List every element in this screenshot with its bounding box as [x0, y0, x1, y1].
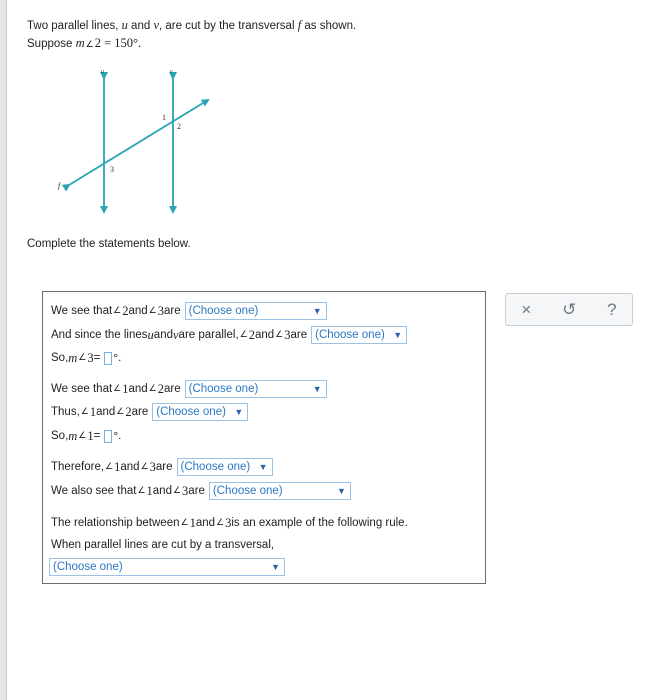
text: We see that: [51, 383, 113, 395]
angle-number: 1: [89, 404, 97, 419]
dropdown-label: (Choose one): [188, 305, 259, 317]
angle-icon: ∠: [116, 407, 125, 417]
text: and: [153, 329, 173, 341]
text: are: [290, 329, 308, 341]
angle-number: 1: [122, 381, 129, 396]
angle-icon: ∠: [78, 353, 87, 363]
angle-number: 3: [149, 459, 156, 474]
statement-1: [51, 301, 327, 321]
dropdown-arrow-icon: ▼: [393, 330, 403, 340]
text: are: [155, 461, 173, 473]
problem-line-1: [27, 17, 356, 35]
problem-line-2: [27, 35, 356, 54]
text: And since the lines: [51, 329, 148, 341]
angle-number: 2: [157, 381, 164, 396]
var-m: m: [68, 428, 78, 443]
statement-5: [51, 402, 248, 422]
angle-icon: ∠: [172, 486, 182, 496]
degree-symbol: °: [113, 351, 119, 365]
dropdown-arrow-icon: ▼: [312, 384, 322, 394]
dropdown-statement-5[interactable]: [152, 403, 248, 421]
text: .: [118, 352, 122, 364]
var-m: m: [68, 350, 78, 365]
dropdown-arrow-icon: ▼: [271, 562, 280, 572]
statement-3: [51, 348, 121, 368]
var-u: u: [121, 18, 128, 32]
statement-4: [51, 379, 327, 399]
angle-icon: ∠: [137, 486, 146, 496]
dropdown-label: (Choose one): [315, 329, 385, 341]
answer-box: [42, 291, 486, 584]
var-v: v: [153, 18, 159, 32]
problem-statement: [27, 17, 356, 54]
dropdown-statement-7[interactable]: [177, 458, 273, 476]
statement-7: [51, 457, 273, 477]
statement-8: [51, 481, 351, 501]
answer-input-angle-3[interactable]: [104, 352, 112, 365]
text: When parallel lines are cut by a transversal,: [51, 539, 275, 551]
text: and: [120, 461, 140, 473]
text: We see that: [51, 305, 113, 317]
text: and: [152, 485, 172, 497]
instruction-text: Complete the statements below.: [27, 238, 191, 250]
degree-symbol: °: [113, 429, 119, 443]
statement-10: [51, 535, 274, 555]
text: and: [128, 305, 148, 317]
angle-icon: ∠: [148, 306, 157, 316]
problem-text: , are cut by the transversal: [159, 20, 298, 32]
angle-number: 3: [225, 515, 232, 530]
text: is an example of the following rule.: [231, 517, 408, 529]
dropdown-arrow-icon: ▼: [258, 462, 268, 472]
parallel-lines-figure: [50, 62, 220, 222]
angle-number: 3: [182, 483, 189, 498]
angle-icon: ∠: [105, 462, 114, 472]
angle-icon: ∠: [85, 40, 94, 50]
text: are: [164, 305, 181, 317]
answer-tools: [505, 293, 633, 326]
angle-icon: ∠: [239, 330, 248, 340]
dropdown-arrow-icon: ▼: [337, 486, 346, 496]
dropdown-label: (Choose one): [53, 561, 123, 573]
angle-number: 1: [114, 459, 121, 474]
dropdown-statement-8[interactable]: [209, 482, 351, 500]
label-v: v: [170, 69, 173, 75]
angle-icon: ∠: [180, 518, 189, 528]
text: are: [131, 406, 149, 418]
text: So,: [51, 352, 69, 364]
angle-icon: ∠: [113, 306, 122, 316]
text: The relationship between: [51, 517, 180, 529]
angle-number: 2: [125, 404, 132, 419]
clear-icon[interactable]: ×: [521, 300, 532, 319]
var-f: f: [297, 18, 302, 32]
dropdown-label: (Choose one): [156, 406, 226, 418]
angle-number: 2: [122, 303, 129, 318]
angle-icon: ∠: [275, 330, 284, 340]
angle-number: 3: [87, 350, 94, 365]
text: We also see that: [51, 485, 137, 497]
problem-text: Suppose: [27, 38, 76, 50]
var-m: m: [75, 36, 85, 50]
text: are parallel,: [178, 329, 239, 341]
dropdown-label: (Choose one): [180, 461, 251, 473]
angle-number: 3: [284, 327, 291, 342]
dropdown-arrow-icon: ▼: [312, 306, 322, 316]
var-v: v: [172, 327, 179, 342]
label-u: u: [101, 69, 104, 75]
angle-number: 1: [189, 515, 196, 530]
angle-icon: ∠: [113, 384, 122, 394]
angle-icon: ∠: [78, 431, 87, 441]
text: are: [188, 485, 205, 497]
problem-text: and: [127, 20, 154, 32]
given-angle: 2 = 150°.: [94, 36, 142, 50]
dropdown-label: (Choose one): [212, 485, 283, 497]
text: and: [254, 329, 275, 341]
statement-2: [51, 325, 407, 345]
angle-number: 3: [157, 303, 164, 318]
text: So,: [51, 430, 69, 442]
text: and: [195, 517, 216, 529]
label-angle-2: 2: [177, 122, 181, 131]
transversal-f: [69, 100, 208, 185]
text: Thus,: [51, 406, 80, 418]
text: =: [93, 430, 101, 442]
dropdown-statement-2[interactable]: [311, 326, 407, 344]
dropdown-rule[interactable]: [49, 558, 285, 576]
problem-text: as shown.: [301, 20, 357, 32]
text: and: [128, 383, 148, 395]
label-angle-1: 1: [162, 113, 166, 122]
angle-number: 1: [146, 483, 153, 498]
statement-9: [51, 513, 408, 533]
left-border: [0, 0, 7, 700]
dropdown-arrow-icon: ▼: [234, 407, 244, 417]
statement-11: [49, 557, 285, 577]
angle-icon: ∠: [80, 407, 89, 417]
text: Therefore,: [51, 461, 105, 473]
angle-icon: ∠: [140, 462, 149, 472]
dropdown-label: (Choose one): [188, 383, 259, 395]
text: .: [118, 430, 122, 442]
label-angle-3: 3: [110, 165, 114, 174]
angle-number: 1: [87, 428, 94, 443]
help-icon[interactable]: ?: [607, 300, 617, 319]
undo-icon[interactable]: ↺: [562, 300, 577, 319]
dropdown-statement-1[interactable]: [185, 302, 327, 320]
text: =: [93, 352, 101, 364]
text: and: [96, 406, 116, 418]
label-f: f: [58, 181, 61, 190]
angle-icon: ∠: [216, 518, 225, 528]
dropdown-statement-4[interactable]: [185, 380, 327, 398]
angle-icon: ∠: [148, 384, 157, 394]
angle-number: 2: [248, 327, 255, 342]
statement-6: [51, 426, 121, 446]
answer-input-angle-1[interactable]: [104, 430, 112, 443]
text: are: [164, 383, 181, 395]
problem-text: Two parallel lines,: [27, 20, 122, 32]
var-u: u: [147, 327, 154, 342]
